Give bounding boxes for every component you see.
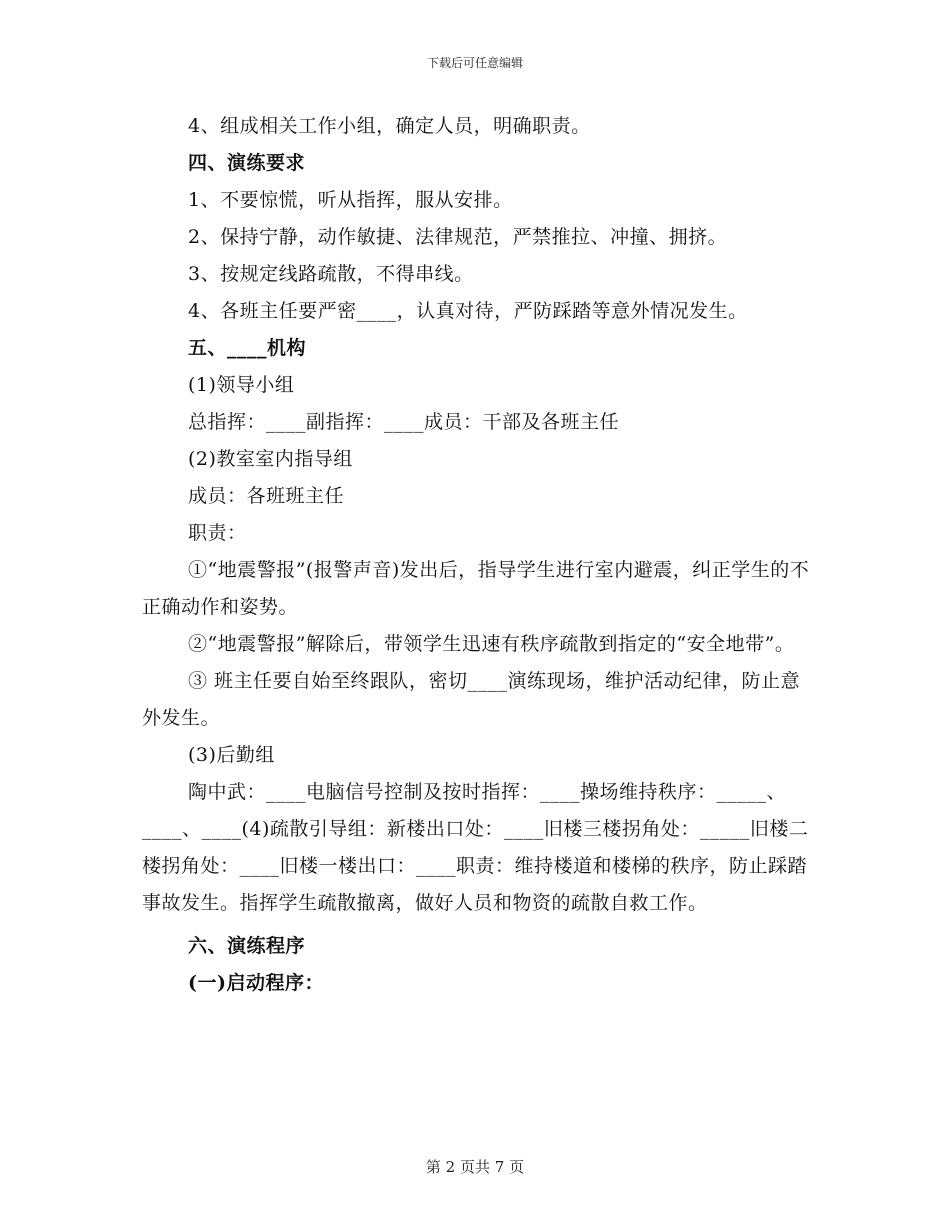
page-header: 下载后可任意编辑 [426,56,523,70]
paragraph-duty-3: ③ 班主任要自始至终跟队，密切____演练现场，维护活动纪律，防止意外发生。 [142,670,801,729]
subheading-leadership-group: (1)领导小组 [188,374,295,396]
paragraph-duty-2: ②“地震警报”解除后，带领学生迅速有秩序疏散到指定的“安全地带”。 [188,633,795,655]
list-item-evacuation-route: 3、按规定线路疏散，不得串线。 [188,263,474,285]
subheading-startup-procedure: (一)启动程序： [188,972,324,994]
paragraph-logistics-details: 陶中武：____电脑信号控制及按时指挥：____操场维持秩序：_____、____、____(4)疏散引导组：新楼出口处：____旧楼三楼拐角处：_____旧楼二楼拐角处：____旧楼一楼出口：____职责：维持楼道和楼梯的秩序，防止踩踏事故发生。指挥学生疏散撤离，做好人员和物资的疏散自救工作。 [142,781,809,914]
list-item-head-teachers: 4、各班主任要严密____，认真对待，严防踩踏等意外情况发生。 [188,300,748,322]
page-footer: 第 2 页共 7 页 [425,1158,525,1176]
paragraph-form-working-groups: 4、组成相关工作小组，确定人员，明确职责。 [188,115,591,137]
paragraph-commanders: 总指挥：____副指挥：____成员：干部及各班主任 [188,411,620,433]
list-item-no-panic: 1、不要惊慌，听从指挥，服从安排。 [188,189,513,211]
paragraph-duty-1: ①“地震警报”(报警声音)发出后，指导学生进行室内避震，纠正学生的不正确动作和姿势。 [142,559,810,618]
paragraph-duties-label: 职责： [188,522,247,544]
heading-organization: 五、____机构 [188,337,307,359]
document-body [142,108,810,1002]
list-item-stay-calm: 2、保持宁静，动作敏捷、法律规范，严禁推拉、冲撞、拥挤。 [188,226,728,248]
heading-drill-requirements: 四、演练要求 [188,152,306,174]
heading-drill-procedure: 六、演练程序 [188,935,306,957]
paragraph-members: 成员：各班班主任 [188,485,345,507]
subheading-classroom-guidance-group: (2)教室室内指导组 [188,448,353,470]
subheading-logistics-group: (3)后勤组 [188,744,275,766]
